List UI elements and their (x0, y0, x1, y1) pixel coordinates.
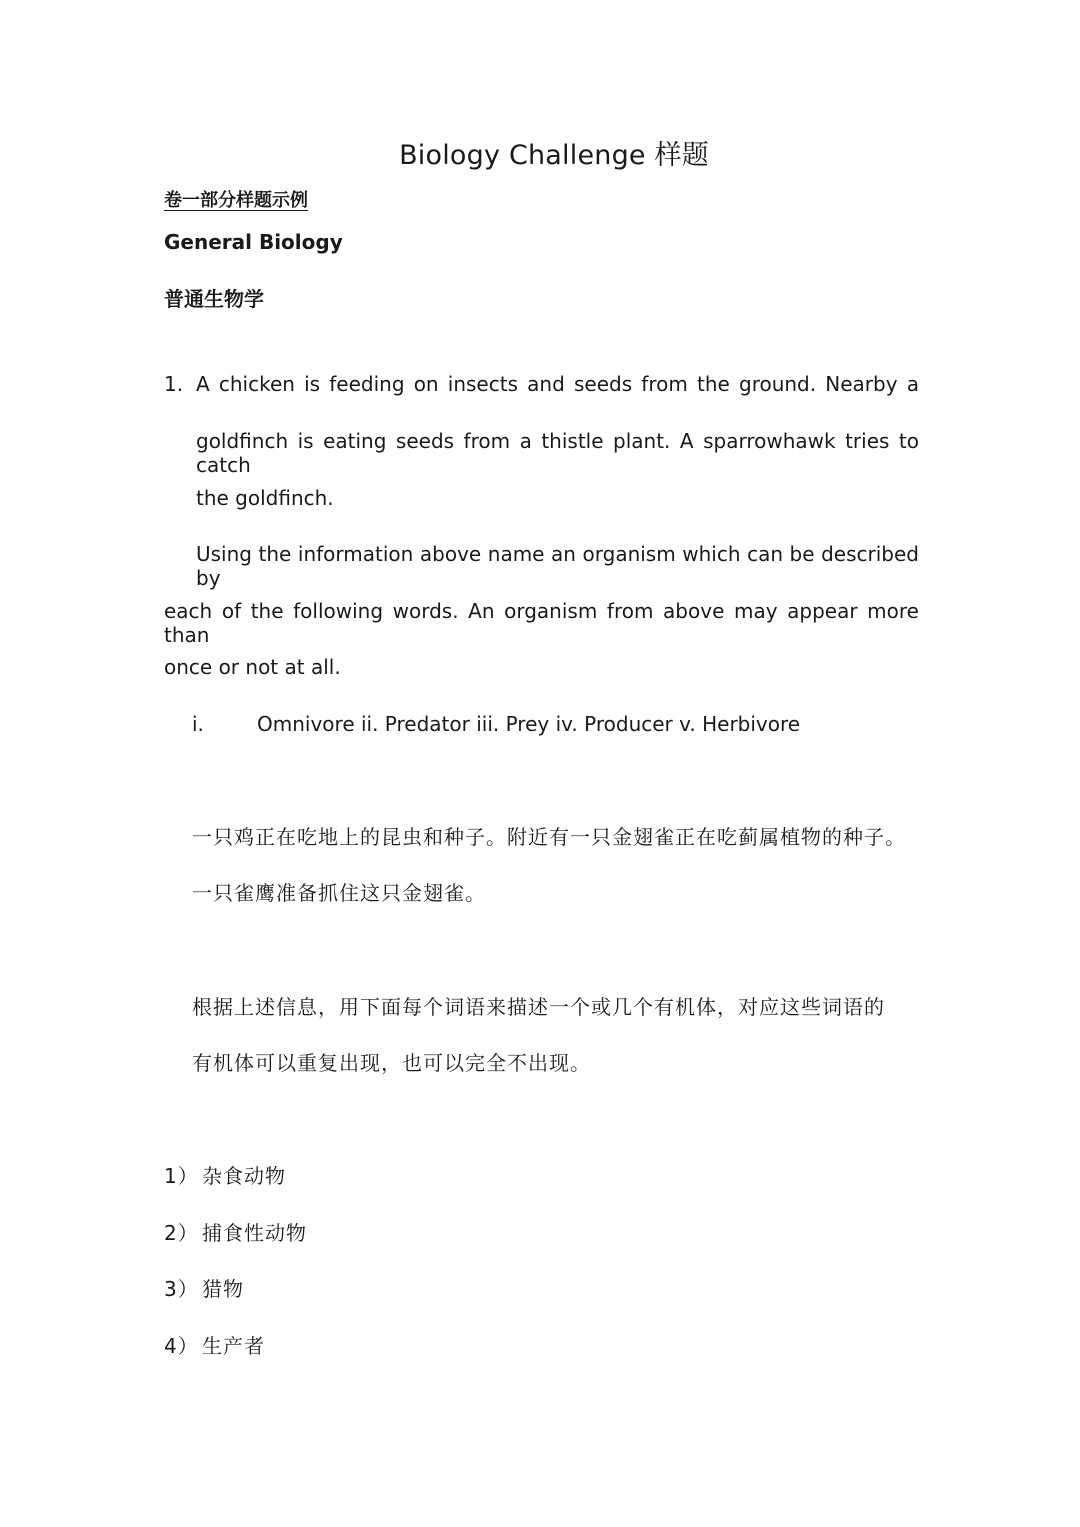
cn-option-3-text: 猎物 (202, 1277, 244, 1301)
cn-option-2-number: 2） (164, 1221, 199, 1245)
cn-option-1-text: 杂食动物 (202, 1164, 286, 1188)
options-text: Omnivore ii. Predator iii. Prey iv. Producer v. Herbivore (257, 712, 801, 736)
heading-chinese: 普通生物学 (164, 287, 264, 311)
question-line-1: A chicken is feeding on insects and seeds from the ground. Nearby a (196, 372, 919, 396)
cn-option-3-number: 3） (164, 1277, 199, 1301)
instruction-line-1: Using the information above name an organism which can be described by (196, 542, 919, 590)
cn-option-1-number: 1） (164, 1164, 199, 1188)
cn-passage-line-2: 一只雀鹰准备抓住这只金翅雀。 (192, 881, 486, 905)
question-line-3: the goldfinch. (196, 486, 334, 510)
options-marker: i. (192, 712, 204, 736)
cn-option-2-text: 捕食性动物 (202, 1221, 307, 1245)
page-title: Biology Challenge 样题 (399, 140, 709, 171)
section-label: 卷一部分样题示例 (164, 190, 308, 211)
instruction-line-2: each of the following words. An organism from above may appear more than (164, 599, 919, 647)
cn-instruction-line-1: 根据上述信息，用下面每个词语来描述一个或几个有机体，对应这些词语的 (192, 995, 885, 1019)
heading-english: General Biology (164, 230, 343, 254)
cn-option-4-text: 生产者 (202, 1334, 265, 1358)
question-line-2: goldfinch is eating seeds from a thistle plant. A sparrowhawk tries to catch (196, 429, 919, 477)
cn-passage-line-1: 一只鸡正在吃地上的昆虫和种子。附近有一只金翅雀正在吃蓟属植物的种子。 (192, 825, 906, 849)
question-number: 1. (164, 372, 184, 396)
cn-instruction-line-2: 有机体可以重复出现，也可以完全不出现。 (192, 1051, 591, 1075)
instruction-line-3: once or not at all. (164, 655, 341, 679)
cn-option-4-number: 4） (164, 1334, 199, 1358)
